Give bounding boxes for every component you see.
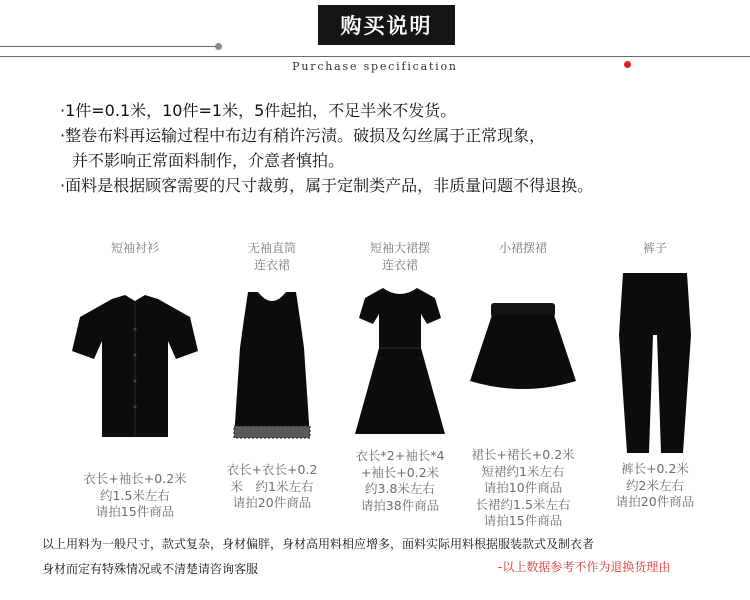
note-line: ·1件=0.1米，10件=1米，5件起拍，不足半米不发货。: [60, 101, 457, 120]
purchase-notes: [60, 98, 740, 198]
garment-name: 小裙摆裙: [498, 241, 547, 255]
footer-line-2: 身材而定有特殊情况或不清楚请咨询客服: [42, 562, 259, 576]
header-rule-left: [0, 46, 218, 47]
note-line: ·面料是根据顾客需要的尺寸裁剪，属于定制类产品，非质量问题不得退换。: [60, 176, 594, 195]
header-rule-full: [0, 56, 750, 57]
garment-name: 裤子: [642, 241, 667, 255]
garment-desc: 请拍20件商品: [232, 495, 312, 510]
garment-shirt: [50, 240, 220, 521]
header-dot-gray: [215, 43, 222, 50]
garment-sleeveless-dress: [212, 240, 332, 512]
pants-icon: [595, 265, 715, 455]
garment-name: 无袖直筒: [247, 241, 296, 255]
garment-desc: 裙长+裙长+0.2米: [471, 447, 575, 462]
garment-desc: 长裙约1.5米左右: [475, 496, 571, 512]
footer-line-1: 以上用料为一般尺寸，款式复杂，身材偏胖，身材高用料相应增多，面料实际用料根据服装款式及制衣者: [42, 537, 595, 551]
garment-desc: 请拍38件商品: [360, 497, 440, 513]
garment-desc: 约2米左右: [626, 477, 684, 493]
garment-name: 短袖大裙摆: [369, 241, 430, 255]
garment-flared-dress: [335, 240, 465, 514]
garment-desc: 请拍15件商品: [95, 504, 175, 519]
footer-disclaimer: -以上数据参考不作为退换货理由: [498, 560, 671, 574]
garment-desc: 衣长+袖长+0.2米: [83, 471, 187, 486]
garment-desc: 衣长*2+袖长*4: [355, 448, 445, 463]
garment-desc: 米 约1米左右: [230, 478, 314, 494]
garment-desc: 请拍15件商品: [483, 513, 563, 528]
sleeveless-dress-icon: [212, 288, 332, 448]
page-title: 购买说明: [318, 5, 455, 45]
garment-desc: 衣长+衣长+0.2: [226, 462, 318, 477]
note-line: 并不影响正常面料制作，介意者慎拍。: [72, 151, 345, 170]
note-line: ·整卷布料再运输过程中布边有稍许污渍。破损及勾丝属于正常现象，: [60, 126, 546, 145]
garment-desc: 请拍20件商品: [615, 494, 695, 509]
garment-skirt: [458, 240, 588, 530]
skirt-icon: [458, 299, 588, 409]
header-dot-red: [624, 61, 631, 68]
garment-desc: 裤长+0.2米: [621, 461, 689, 476]
page-subtitle: Purchase specification: [292, 60, 458, 73]
shirt-icon: [50, 289, 220, 459]
garment-desc: 约3.8米左右: [365, 481, 435, 496]
garment-pants: [595, 240, 715, 511]
garment-desc: 短裙约1米左右: [481, 463, 565, 479]
garment-name: 连衣裙: [253, 258, 290, 272]
garment-desc: 请拍10件商品: [483, 480, 563, 495]
garment-name: 连衣裙: [381, 258, 418, 272]
garment-desc: +袖长+0.2米: [360, 464, 440, 480]
garment-desc: 约1.5米左右: [100, 487, 170, 503]
garment-name: 短袖衬衫: [110, 241, 159, 255]
flared-dress-icon: [335, 284, 465, 444]
